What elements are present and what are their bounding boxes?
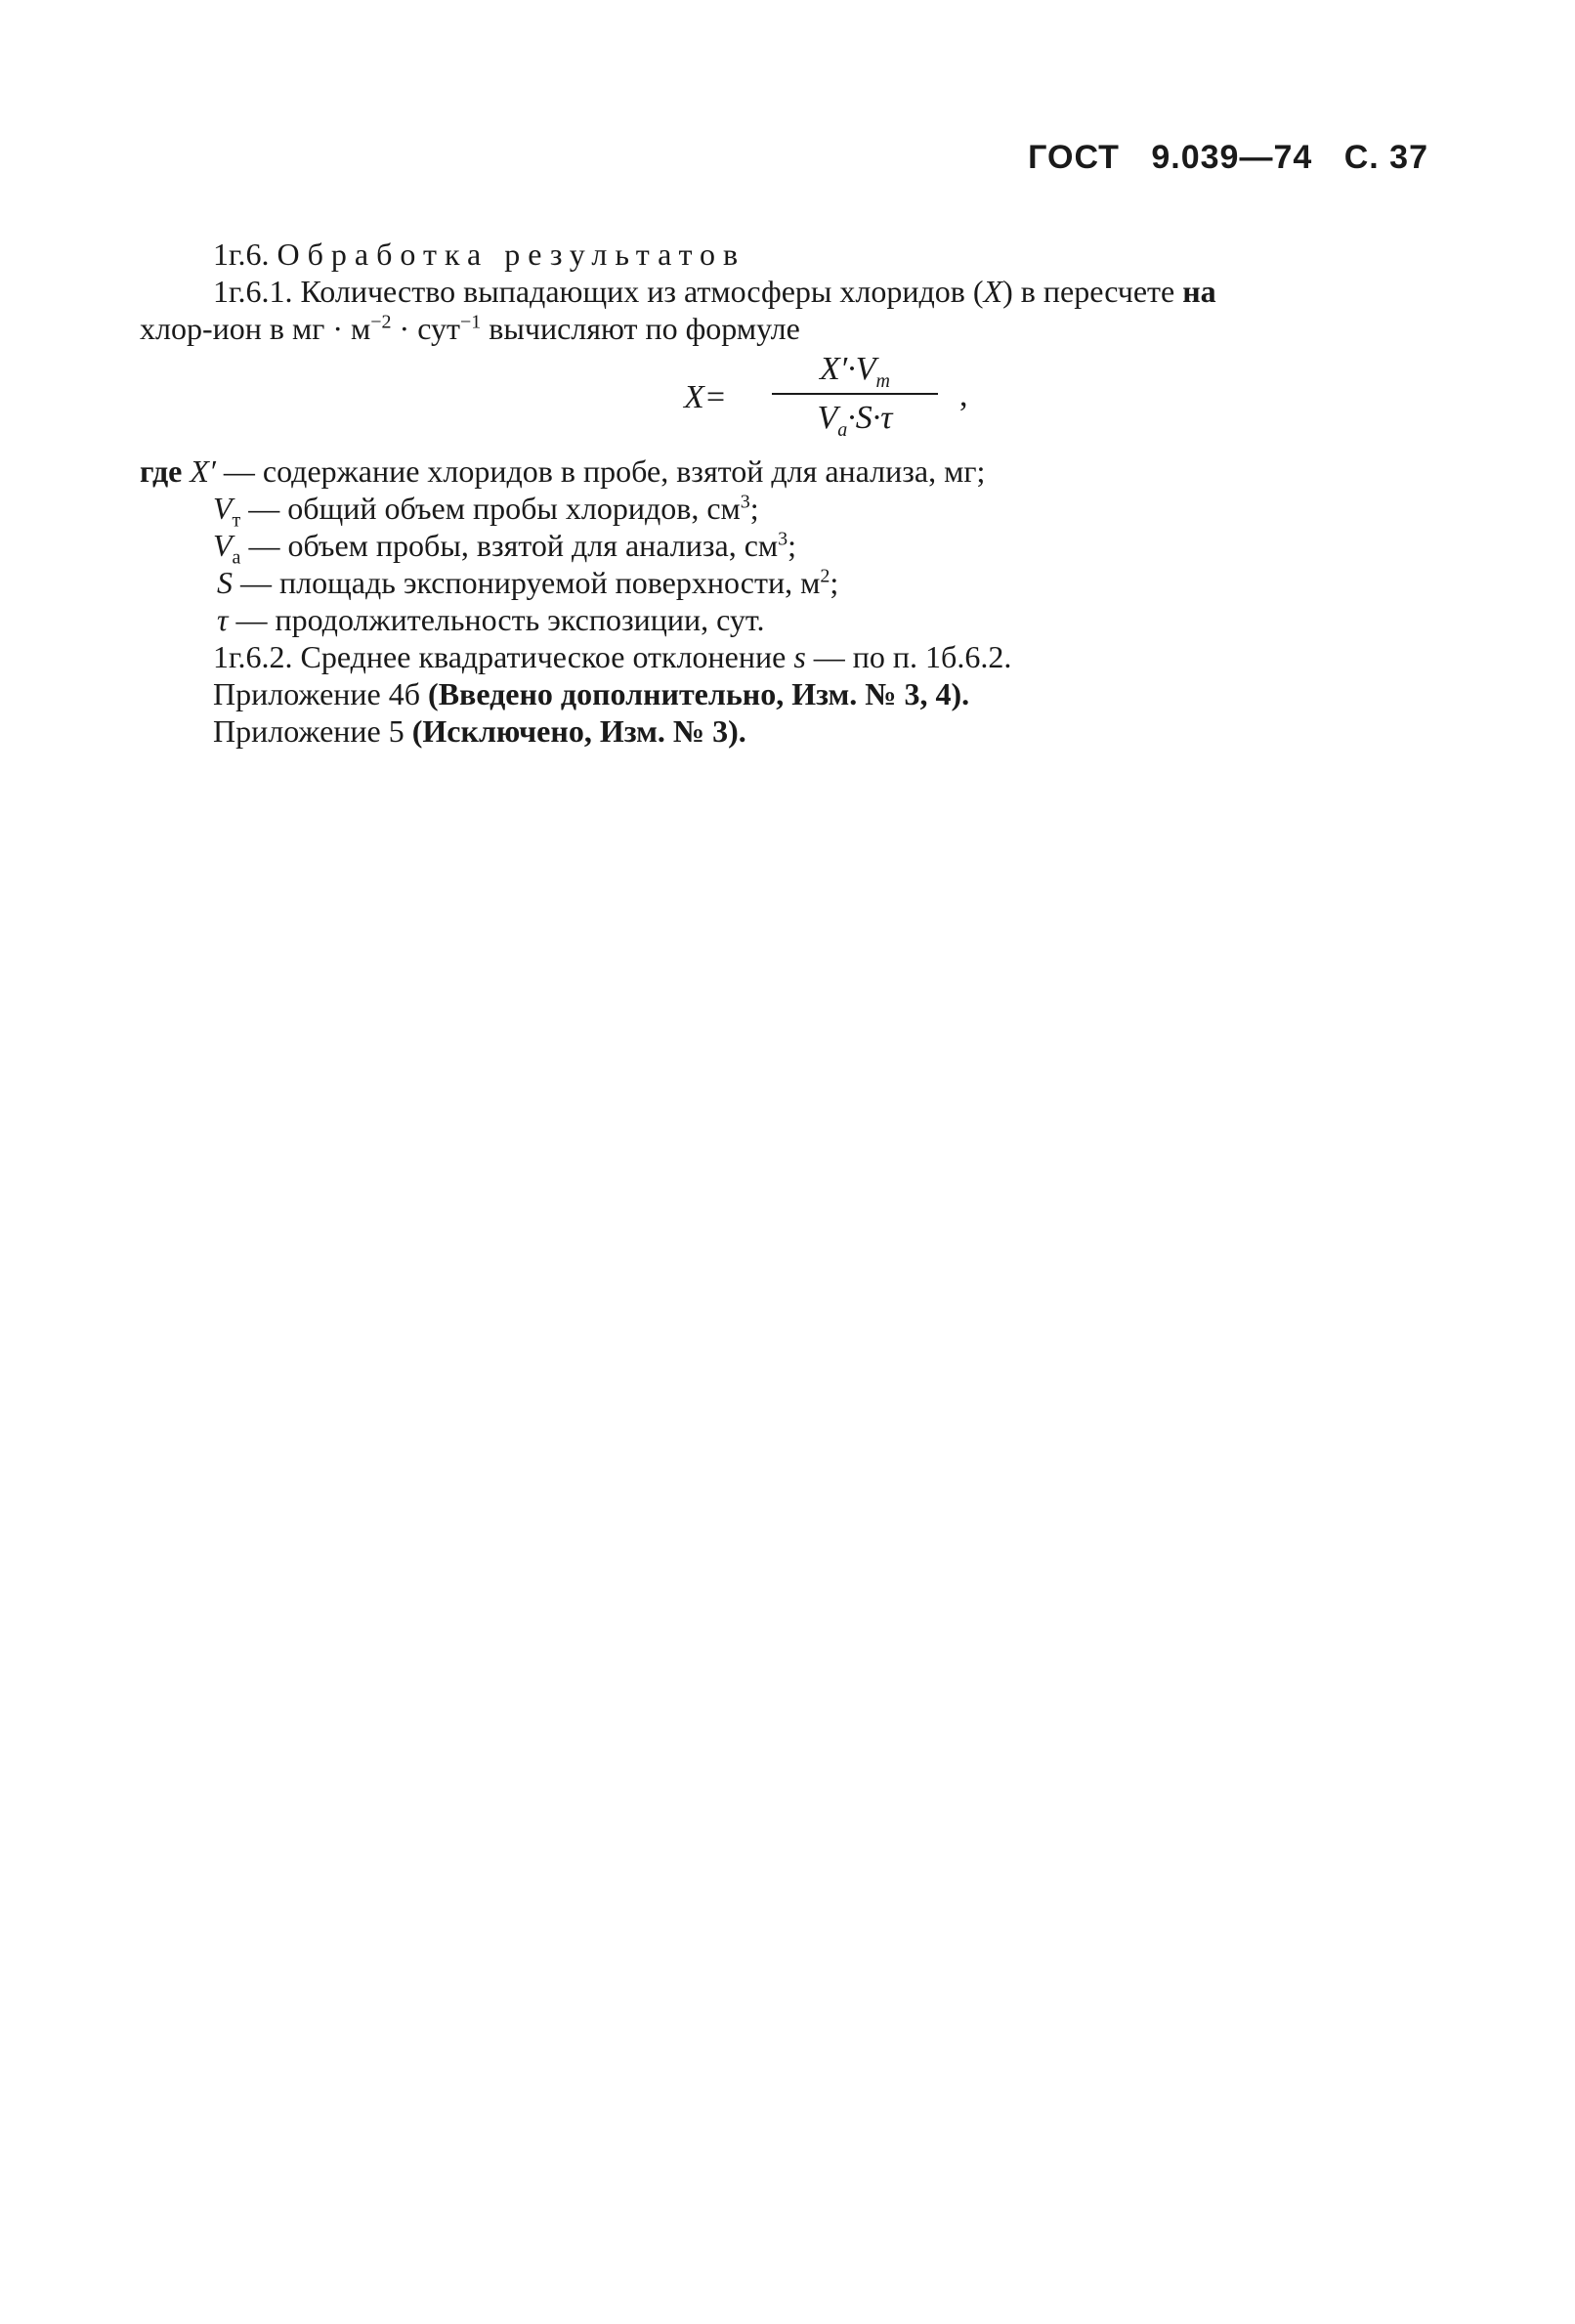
section-heading-title: Обработка результатов bbox=[277, 237, 746, 272]
appendix-note-plain: Приложение 5 bbox=[213, 713, 412, 749]
definition-text: — объем пробы, взятой для анализа, см bbox=[240, 528, 779, 563]
formula-numerator bbox=[772, 350, 938, 392]
formula-numerator-subscript: т bbox=[875, 369, 890, 392]
formula-denominator-text-b: ·S·τ bbox=[847, 400, 893, 436]
paragraph-1-number: 1г.6.1. bbox=[213, 274, 293, 309]
definition-superscript: 3 bbox=[740, 491, 750, 513]
standard-label: ГОСТ bbox=[1028, 139, 1120, 176]
paragraph-1-line-2 bbox=[140, 309, 800, 348]
definition-end: ; bbox=[749, 491, 759, 526]
formula-lhs: X= bbox=[684, 379, 727, 415]
paragraph-1-text-b: ) в пересчете bbox=[1002, 274, 1175, 309]
paragraph-1-variable: X bbox=[983, 274, 1003, 309]
paragraph-1-exponent-2: −1 bbox=[459, 311, 482, 333]
paragraph-2-text-a: Среднее квадратическое отклонение bbox=[300, 639, 794, 674]
definition-1 bbox=[140, 452, 985, 491]
definition-text: — общий объем пробы хлоридов, см bbox=[240, 491, 741, 526]
paragraph-1-unit-a: хлор-ион в мг · м bbox=[140, 311, 371, 346]
section-heading-number: 1г.6. bbox=[213, 237, 270, 272]
definition-symbol: S bbox=[217, 565, 233, 600]
definition-symbol: X′ bbox=[190, 453, 216, 489]
appendix-note-bold: (Исключено, Изм. № 3). bbox=[411, 713, 746, 749]
paragraph-1-text-a: Количество выпадающих из атмосферы хлоридов ( bbox=[300, 274, 984, 309]
paragraph-1-line-1 bbox=[213, 272, 1216, 311]
paragraph-2-symbol: s bbox=[793, 639, 806, 674]
definition-subscript: а bbox=[232, 546, 241, 569]
section-heading bbox=[213, 235, 745, 274]
definition-superscript: 3 bbox=[778, 528, 788, 550]
paragraph-1-exponent-1: −2 bbox=[370, 311, 392, 333]
where-label: где bbox=[140, 453, 183, 489]
paragraph-1-text-bold: на bbox=[1182, 274, 1216, 309]
paragraph-1-text-c: вычисляют по формуле bbox=[481, 311, 800, 346]
paragraph-2-text-b: — по п. 1б.6.2. bbox=[805, 639, 1012, 674]
paragraph-1-unit-b: · сут bbox=[391, 311, 460, 346]
formula-denominator bbox=[772, 399, 938, 441]
definition-subscript: т bbox=[232, 509, 241, 532]
appendix-note-plain: Приложение 4б bbox=[213, 676, 429, 711]
paragraph-2 bbox=[213, 637, 1011, 676]
formula-comma: , bbox=[959, 377, 968, 413]
appendix-note-1 bbox=[213, 674, 969, 713]
definition-text: — содержание хлоридов в пробе, взятой для анализа, мг; bbox=[215, 453, 986, 489]
fraction-bar bbox=[772, 393, 938, 395]
definition-end: ; bbox=[830, 565, 839, 600]
formula-fraction bbox=[772, 350, 938, 441]
definition-symbol: V bbox=[213, 528, 233, 563]
definition-2 bbox=[213, 489, 759, 532]
formula-denominator-text-a: V bbox=[817, 400, 838, 436]
formula-numerator-text: X′·V bbox=[820, 351, 876, 387]
page-header bbox=[1028, 139, 1428, 177]
chloride-formula bbox=[684, 350, 977, 448]
definition-text: — продолжительность экспозиции, сут. bbox=[228, 602, 765, 637]
definition-4 bbox=[217, 563, 838, 602]
formula-denominator-subscript: а bbox=[837, 418, 848, 441]
appendix-note-2 bbox=[213, 711, 746, 751]
definition-text: — площадь экспонируемой поверхности, м bbox=[233, 565, 821, 600]
definition-3 bbox=[213, 526, 797, 569]
definition-symbol: V bbox=[213, 491, 233, 526]
definition-end: ; bbox=[788, 528, 797, 563]
definition-5 bbox=[217, 600, 764, 639]
definition-symbol: τ bbox=[217, 602, 229, 637]
paragraph-2-number: 1г.6.2. bbox=[213, 639, 293, 674]
page-number: С. 37 bbox=[1343, 139, 1428, 176]
standard-number: 9.039—74 bbox=[1151, 139, 1313, 176]
appendix-note-bold: (Введено дополнительно, Изм. № 3, 4). bbox=[428, 676, 970, 711]
definition-superscript: 2 bbox=[820, 565, 830, 587]
